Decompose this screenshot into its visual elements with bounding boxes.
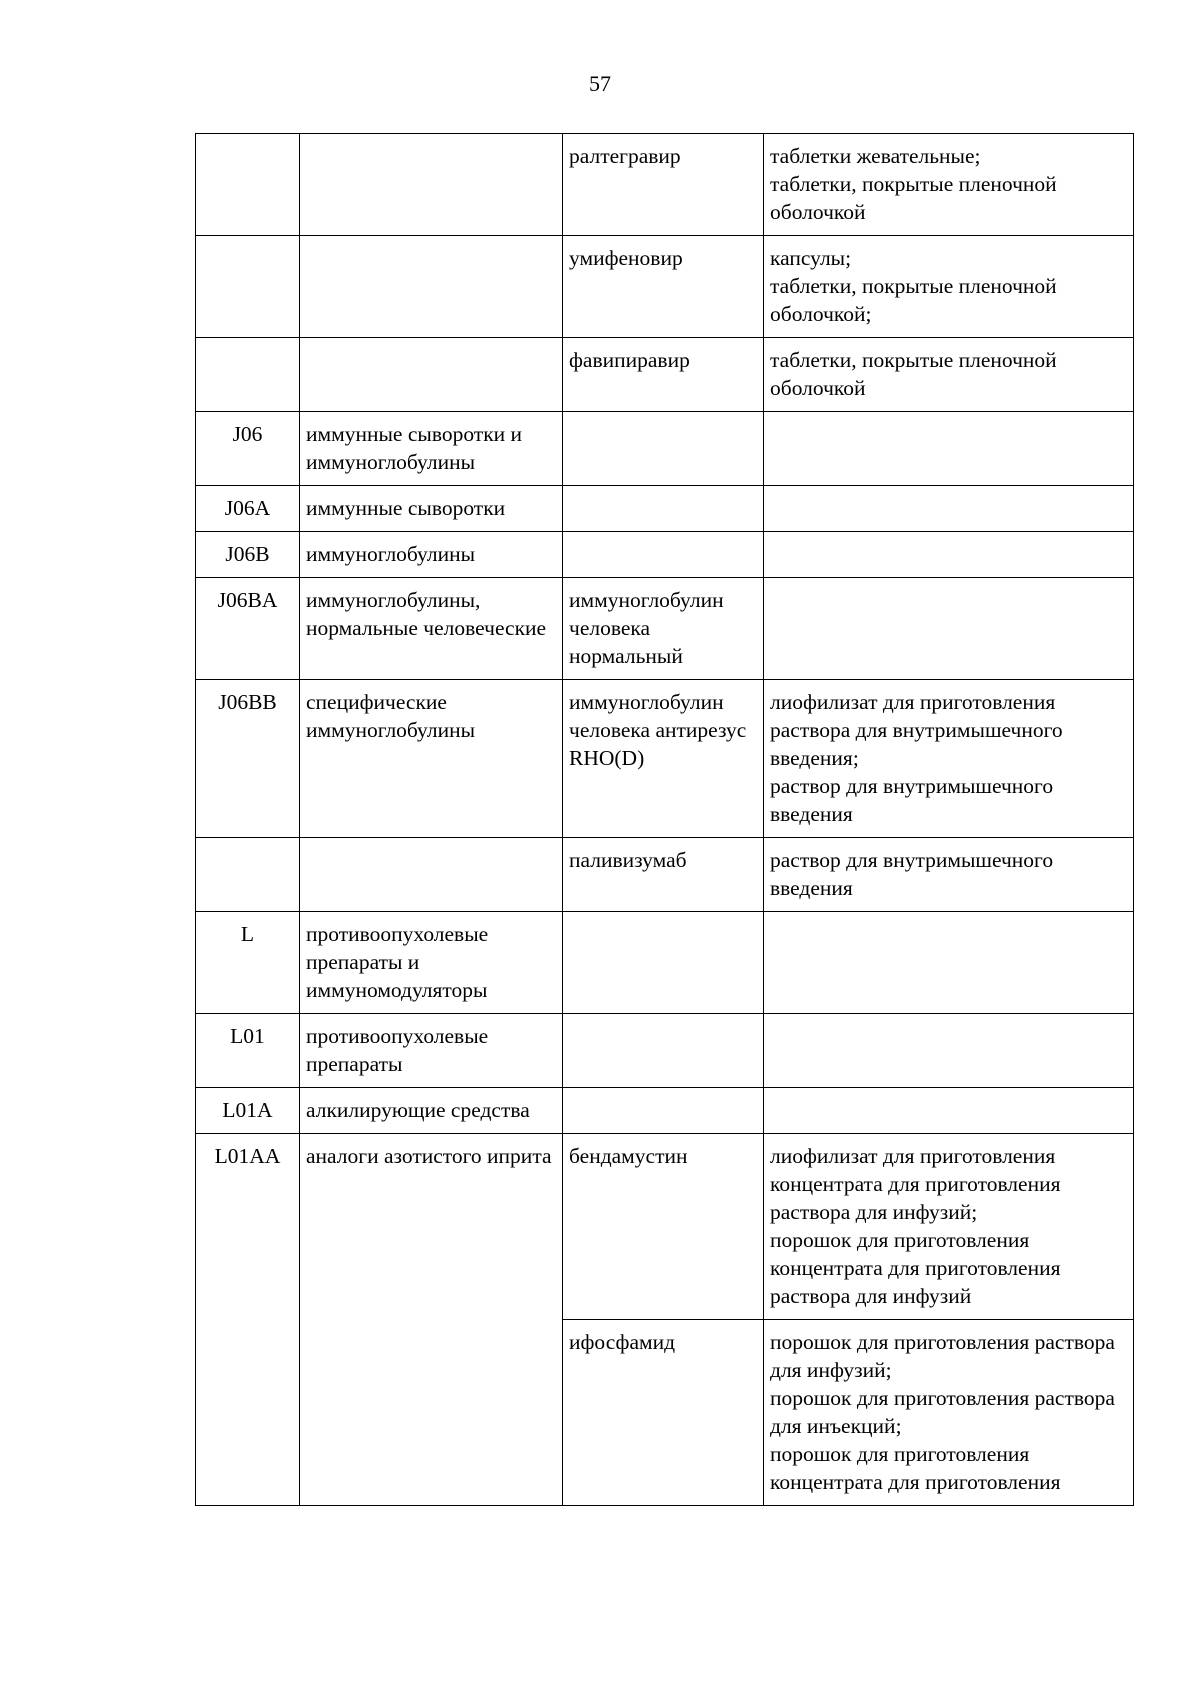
table-row [196, 578, 1134, 680]
form-cell [764, 486, 1134, 532]
group-cell: иммуноглобулины, нормальные человеческие [300, 578, 563, 680]
atc-code-cell: J06 [196, 412, 300, 486]
form-cell: раствор для внутримышечного введения [764, 838, 1134, 912]
drug-cell [563, 912, 764, 1014]
form-cell [764, 412, 1134, 486]
group-cell: аналоги азотистого иприта [300, 1134, 563, 1506]
form-cell: таблетки, покрытые пленочной оболочкой [764, 338, 1134, 412]
table-row [196, 1134, 1134, 1320]
group-cell: иммунные сыворотки [300, 486, 563, 532]
drug-cell [563, 1014, 764, 1088]
atc-code-cell: J06BB [196, 680, 300, 838]
table-row [196, 134, 1134, 236]
atc-code-cell [196, 236, 300, 338]
drug-cell [563, 412, 764, 486]
group-cell [300, 236, 563, 338]
table-row [196, 838, 1134, 912]
group-cell: иммунные сыворотки и иммуноглобулины [300, 412, 563, 486]
drug-cell [563, 486, 764, 532]
drug-cell [563, 532, 764, 578]
table-row [196, 532, 1134, 578]
drug-cell: ралтегравир [563, 134, 764, 236]
drug-cell: паливизумаб [563, 838, 764, 912]
form-cell: таблетки жевательные; таблетки, покрытые пленочной оболочкой [764, 134, 1134, 236]
table-row [196, 338, 1134, 412]
drug-cell: ифосфамид [563, 1320, 764, 1506]
drug-table [195, 133, 1134, 1506]
drug-cell: иммуноглобулин человека нормальный [563, 578, 764, 680]
drug-cell: бендамустин [563, 1134, 764, 1320]
form-cell [764, 578, 1134, 680]
atc-code-cell: L [196, 912, 300, 1014]
drug-cell [563, 1088, 764, 1134]
form-cell [764, 912, 1134, 1014]
group-cell [300, 838, 563, 912]
group-cell: противоопухолевые препараты и иммуномодуляторы [300, 912, 563, 1014]
atc-code-cell: L01AA [196, 1134, 300, 1506]
atc-code-cell: J06BA [196, 578, 300, 680]
group-cell: алкилирующие средства [300, 1088, 563, 1134]
atc-code-cell: L01 [196, 1014, 300, 1088]
group-cell [300, 338, 563, 412]
table-row [196, 680, 1134, 838]
table-row [196, 912, 1134, 1014]
form-cell [764, 1088, 1134, 1134]
atc-code-cell [196, 134, 300, 236]
drug-cell: фавипиравир [563, 338, 764, 412]
form-cell [764, 532, 1134, 578]
group-cell: иммуноглобулины [300, 532, 563, 578]
table-row [196, 1088, 1134, 1134]
group-cell: специфические иммуноглобулины [300, 680, 563, 838]
form-cell: капсулы; таблетки, покрытые пленочной оболочкой; [764, 236, 1134, 338]
table-row [196, 412, 1134, 486]
page-number: 57 [589, 71, 611, 96]
atc-code-cell: J06B [196, 532, 300, 578]
atc-code-cell: L01A [196, 1088, 300, 1134]
atc-code-cell [196, 838, 300, 912]
form-cell [764, 1014, 1134, 1088]
table-row [196, 1014, 1134, 1088]
table-row [196, 486, 1134, 532]
form-cell: порошок для приготовления раствора для инфузий; порошок для приготовления раствора для инъекций; порошок для приготовления концентрата для приготовления [764, 1320, 1134, 1506]
drug-cell: умифеновир [563, 236, 764, 338]
group-cell: противоопухолевые препараты [300, 1014, 563, 1088]
form-cell: лиофилизат для приготовления раствора для внутримышечного введения; раствор для внутримышечного введения [764, 680, 1134, 838]
atc-code-cell [196, 338, 300, 412]
form-cell: лиофилизат для приготовления концентрата для приготовления раствора для инфузий; порошок для приготовления концентрата для приготовления раствора для инфузий [764, 1134, 1134, 1320]
group-cell [300, 134, 563, 236]
atc-code-cell: J06A [196, 486, 300, 532]
table-row [196, 236, 1134, 338]
drug-cell: иммуноглобулин человека антирезус RHO(D) [563, 680, 764, 838]
